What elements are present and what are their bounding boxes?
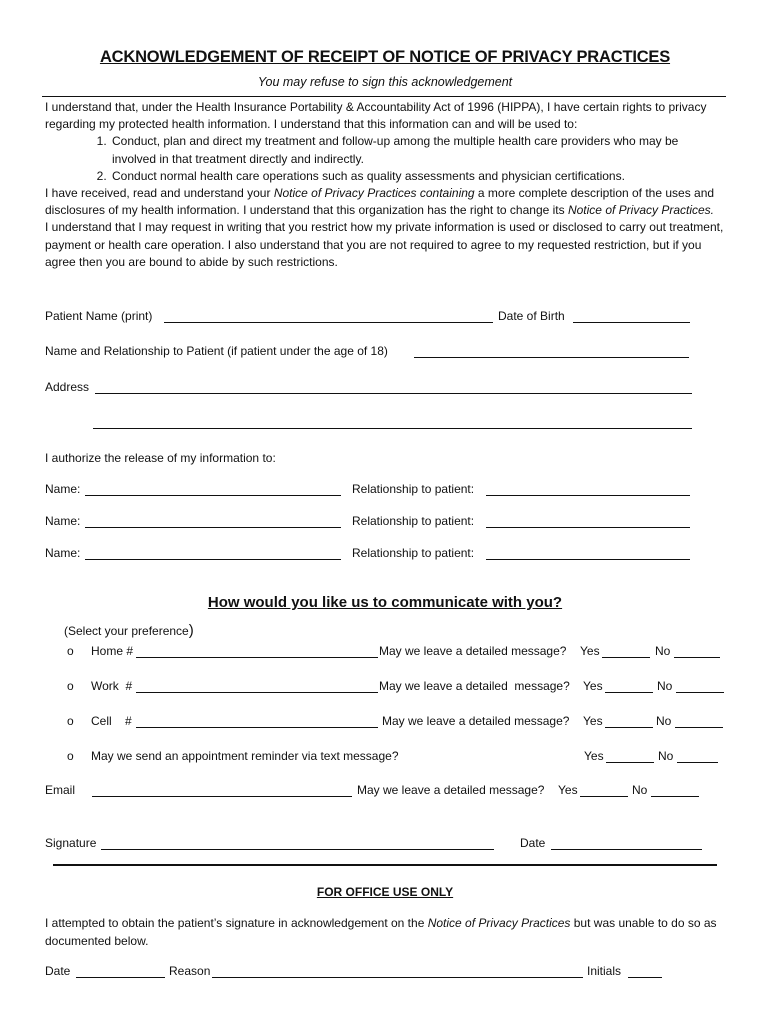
usage-list <box>45 133 725 185</box>
email-label: Email <box>45 783 76 797</box>
title-divider <box>42 96 726 97</box>
home-option-bullet[interactable]: o <box>67 644 74 658</box>
p2-text-a: I have received, read and understand your <box>45 186 274 201</box>
text-yes-label: Yes <box>584 749 604 763</box>
patient-name-label: Patient Name (print) <box>45 309 153 323</box>
office-statement <box>45 915 725 950</box>
patient-name-field[interactable] <box>164 322 493 323</box>
address-label: Address <box>45 380 90 394</box>
release-relationship-field-2[interactable] <box>486 527 690 528</box>
signature-date-field[interactable] <box>551 849 702 850</box>
cell-no-field[interactable] <box>675 727 723 728</box>
usage-item-1: 1. Conduct, plan and direct my treatment and follow-up among the multiple health care providers who may be involved in that treatment directly and indirectly. <box>110 133 725 167</box>
cell-phone-field[interactable] <box>136 727 378 728</box>
cell-detailed-label: May we leave a detailed message? <box>382 714 570 728</box>
home-phone-field[interactable] <box>136 657 378 658</box>
cell-yes-label: Yes <box>583 714 603 728</box>
initials-label: Initials <box>587 964 622 978</box>
intro-paragraph-1: I understand that, under the Health Insurance Portability & Accountability Act of 1996 (HIPPA), I have certain rights to privacy regarding my protected health information. I understand that this information can and will be used to: <box>45 100 707 132</box>
office-notice-name: Notice of Privacy Practices <box>427 916 571 930</box>
relationship-field[interactable] <box>414 357 689 358</box>
release-relationship-label-3: Relationship to patient: <box>352 546 475 560</box>
intro-text <box>45 99 725 271</box>
office-text-a: I attempted to obtain the patient’s signature in acknowledgement on the <box>45 916 428 930</box>
select-preference-label <box>64 622 194 639</box>
work-option-bullet[interactable]: o <box>67 679 74 693</box>
home-no-field[interactable] <box>674 657 720 658</box>
work-no-label: No <box>657 679 673 693</box>
release-relationship-field-3[interactable] <box>486 559 690 560</box>
home-detailed-label: May we leave a detailed message? <box>379 644 567 658</box>
text-reminder-bullet[interactable]: o <box>67 749 74 763</box>
email-no-field[interactable] <box>651 796 699 797</box>
release-relationship-label-2: Relationship to patient: <box>352 514 475 528</box>
dob-field[interactable] <box>573 322 690 323</box>
work-detailed-label: May we leave a detailed message? <box>379 679 570 693</box>
intro-paragraph-3: I understand that I may request in writing that you restrict how my private information is used or disclosed to carry out treatment, payment or health care operation. I also understand that you are not required to agree to my requested restriction, but if you agree then you are bound to abide by such restrictions. <box>45 220 724 269</box>
address-field-line-2[interactable] <box>93 428 692 429</box>
communication-heading: How would you like us to communicate with you? <box>207 594 563 611</box>
home-label: Home # <box>91 644 134 658</box>
work-yes-label: Yes <box>583 679 603 693</box>
release-name-label-2: Name: <box>45 514 81 528</box>
release-relationship-field-1[interactable] <box>486 495 690 496</box>
work-yes-field[interactable] <box>605 692 653 693</box>
text-no-field[interactable] <box>677 762 718 763</box>
text-reminder-label: May we send an appointment reminder via text message? <box>91 749 399 763</box>
signature-date-label: Date <box>520 836 546 850</box>
address-field-line-1[interactable] <box>95 393 692 394</box>
usage-item-2: 2. Conduct normal health care operations such as quality assessments and physician certifications. <box>110 168 725 185</box>
initials-field[interactable] <box>628 977 662 978</box>
office-use-heading: FOR OFFICE USE ONLY <box>316 885 454 899</box>
email-no-label: No <box>632 783 648 797</box>
select-preference-text: (Select your preference <box>64 624 189 638</box>
authorize-label: I authorize the release of my information to: <box>45 451 276 465</box>
office-date-field[interactable] <box>76 977 165 978</box>
office-divider <box>53 864 717 866</box>
cell-yes-field[interactable] <box>605 727 653 728</box>
select-preference-paren: ) <box>188 622 194 639</box>
cell-no-label: No <box>656 714 672 728</box>
reason-field[interactable] <box>212 977 583 978</box>
release-name-label-3: Name: <box>45 546 81 560</box>
home-yes-label: Yes <box>580 644 600 658</box>
relationship-label: Name and Relationship to Patient (if patient under the age of 18) <box>45 344 388 358</box>
email-yes-field[interactable] <box>580 796 628 797</box>
text-no-label: No <box>658 749 674 763</box>
email-detailed-label: May we leave a detailed message? <box>357 783 545 797</box>
signature-label: Signature <box>45 836 97 850</box>
reason-label: Reason <box>169 964 211 978</box>
email-yes-label: Yes <box>558 783 578 797</box>
office-date-label: Date <box>45 964 71 978</box>
cell-label: Cell # <box>91 714 132 728</box>
page-title: ACKNOWLEDGEMENT OF RECEIPT OF NOTICE OF PRIVACY PRACTICES <box>99 48 671 66</box>
p2-text-b: a more complete description of the uses and disclosures of my health information. I understand that this organization has the right to change its <box>45 186 715 218</box>
release-name-field-1[interactable] <box>85 495 341 496</box>
work-phone-field[interactable] <box>136 692 378 693</box>
home-no-label: No <box>655 644 671 658</box>
release-relationship-label-1: Relationship to patient: <box>352 482 475 496</box>
cell-option-bullet[interactable]: o <box>67 714 74 728</box>
page-subtitle: You may refuse to sign this acknowledgement <box>257 75 513 89</box>
email-field[interactable] <box>92 796 352 797</box>
release-name-label-1: Name: <box>45 482 81 496</box>
home-yes-field[interactable] <box>602 657 650 658</box>
p2-notice-name: Notice of Privacy Practices containing <box>273 186 475 201</box>
release-name-field-3[interactable] <box>85 559 341 560</box>
p2-notice-name-2: Notice of Privacy Practices. <box>567 203 715 218</box>
text-yes-field[interactable] <box>606 762 654 763</box>
intro-paragraph-2 <box>45 185 725 219</box>
office-text-b: but was unable to do so as documented below. <box>45 916 717 948</box>
release-name-field-2[interactable] <box>85 527 341 528</box>
signature-field[interactable] <box>101 849 494 850</box>
work-label: Work # <box>91 679 133 693</box>
work-no-field[interactable] <box>676 692 724 693</box>
dob-label: Date of Birth <box>498 309 565 323</box>
